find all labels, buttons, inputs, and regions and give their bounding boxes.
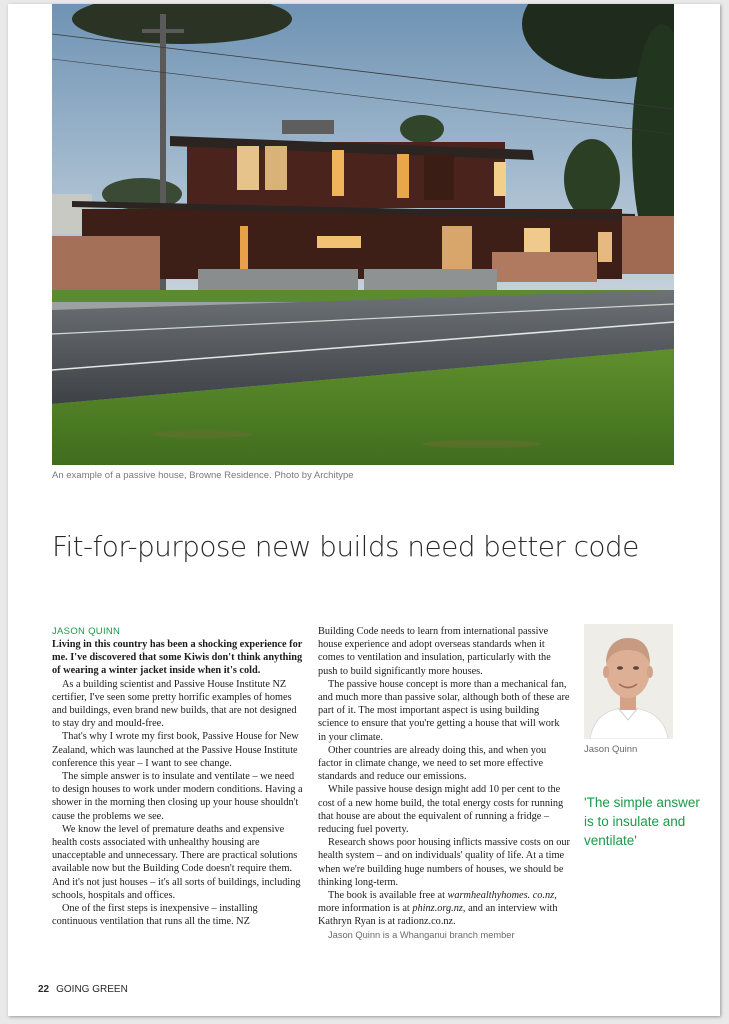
body-paragraph: Building Code needs to learn from international passive house experience and adopt overseas standards when it comes to ventilation and insulation, particularly with the push to build significantly more houses. [318, 626, 551, 677]
article-column-1 [52, 625, 304, 928]
body-paragraph: We know the level of premature deaths and expensive health costs associated with unhealthy housing are unacceptable and unnecessary. There are practical solutions available now but the Building Code doesn't require them. And it's not just houses – it's all sorts of buildings, including schools, hospitals and offices. [52, 823, 301, 901]
phinz-link[interactable]: phinz.org.nz [412, 903, 463, 915]
section-name: GOING GREEN [56, 984, 128, 995]
article-column-2 [318, 625, 570, 942]
magazine-page [8, 4, 720, 1016]
lead-paragraph: Living in this country has been a shocking experience for me. I've discovered that some Kiwis don't think anything of wearing a winter jacket inside when it's cold. [52, 639, 303, 677]
pull-quote: 'The simple answer is to insulate and ventilate' [584, 795, 700, 848]
warmhealthyhomes-link[interactable]: warmhealthyhomes. co.nz [447, 890, 555, 902]
closing-text: , and an interview with Kathryn Ryan is at radionz.co.nz. [318, 903, 558, 928]
body-paragraph: While passive house design might add 10 per cent to the cost of a new home build, the total energy costs for running that house are about the equivalent of running a fridge – reducing fuel poverty. [318, 784, 564, 836]
photo-caption: An example of a passive house, Browne Residence. Photo by Architype [52, 470, 354, 481]
article-headline: Fit-for-purpose new builds need better code [52, 530, 639, 563]
page-footer [38, 984, 128, 995]
body-paragraph: Other countries are already doing this, and when you factor in climate change, we need to set more effective standards and reduce our emissions. [318, 744, 547, 783]
author-byline: JASON QUINN [52, 626, 121, 637]
house-photo [52, 4, 674, 465]
closing-paragraph [318, 889, 570, 929]
page-number: 22 [38, 984, 50, 995]
body-paragraph: As a building scientist and Passive House Institute NZ certifier, I've seen some pretty horrific examples of homes and buildings, even brand new builds, that are not designed to stay dry and mould-free. [52, 678, 297, 730]
body-paragraph: Research shows poor housing inflicts massive costs on our health system – and on individuals' quality of life. At a time when we're building huge numbers of houses, we should be thinking long-term. [318, 837, 570, 888]
author-portrait [584, 624, 673, 739]
author-note: Jason Quinn is a Whanganui branch member [328, 929, 515, 940]
closing-text: , more information is at [318, 890, 557, 915]
portrait-caption: Jason Quinn [584, 744, 638, 755]
body-paragraph: That's why I wrote my first book, Passive House for New Zealand, which was launched at the Passive House Institute conference this year – I want to see change. [52, 731, 299, 769]
closing-text: The book is available free at [328, 890, 448, 902]
body-paragraph: The simple answer is to insulate and ventilate – we need to design houses to work under modern conditions. Having a shower in the morning then closing up your house shouldn't cause the problems we see. [52, 771, 303, 822]
body-paragraph: The passive house concept is more than a mechanical fan, and much more than passive solar, although both of these are part of it. The most important aspect is using building science to ensure that you're getting a house that will work in your climate. [318, 678, 570, 743]
body-paragraph: One of the first steps is inexpensive – installing continuous ventilation that runs all the time. NZ [52, 903, 258, 928]
